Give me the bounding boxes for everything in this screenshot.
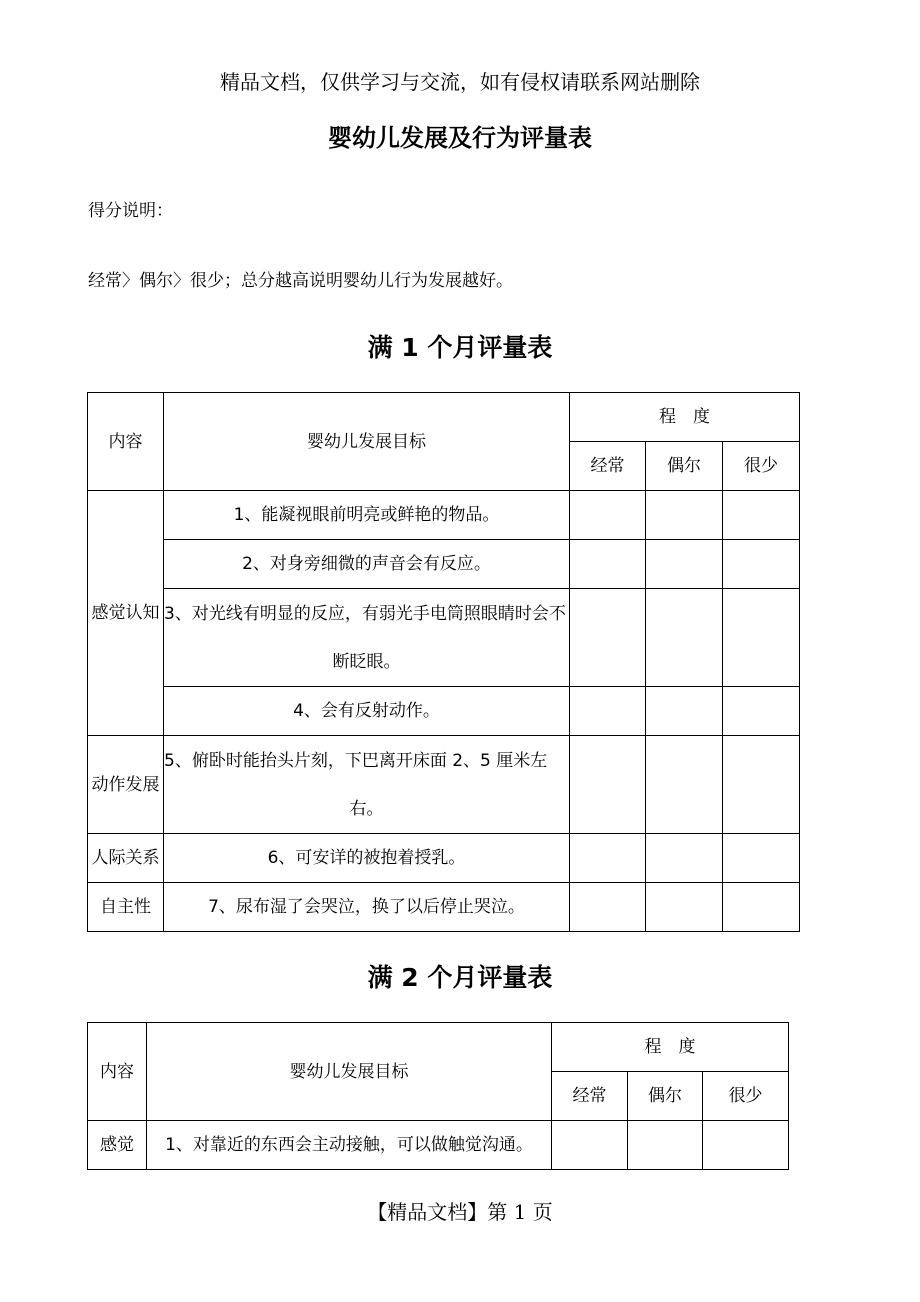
header-content: 内容 (88, 1023, 147, 1121)
header-sometimes: 偶尔 (628, 1072, 703, 1121)
score-cell-sometimes[interactable] (646, 540, 723, 589)
table-row (88, 589, 800, 687)
score-cell-sometimes[interactable] (646, 687, 723, 736)
score-cell-often[interactable] (570, 687, 646, 736)
goal-cell (164, 736, 570, 834)
goal-cell (164, 589, 570, 687)
score-cell-sometimes[interactable] (646, 491, 723, 540)
table-row (88, 687, 800, 736)
header-goal: 婴幼儿发展目标 (164, 393, 570, 491)
table-row (88, 540, 800, 589)
header-sometimes: 偶尔 (646, 442, 723, 491)
score-description: 经常〉偶尔〉很少；总分越高说明婴幼儿行为发展越好。 (88, 271, 513, 291)
table-row (88, 1121, 789, 1170)
score-cell-rarely[interactable] (723, 834, 800, 883)
score-cell-often[interactable] (570, 540, 646, 589)
goal-text: 3、对光线有明显的反应，有弱光手电筒照眼睛时会不断眨眼。 (164, 603, 566, 672)
header-goal: 婴幼儿发展目标 (147, 1023, 552, 1121)
header-rarely: 很少 (703, 1072, 789, 1121)
page-footer: 【精品文档】第 1 页 (367, 1200, 553, 1224)
header-rarely: 很少 (723, 442, 800, 491)
header-often: 经常 (552, 1072, 628, 1121)
score-cell-often[interactable] (570, 589, 646, 687)
score-cell-often[interactable] (570, 834, 646, 883)
header-degree: 程 度 (570, 393, 800, 442)
score-cell-often[interactable] (552, 1121, 628, 1170)
header-note: 精品文档，仅供学习与交流，如有侵权请联系网站删除 (220, 70, 700, 94)
goal-cell: 6、可安详的被抱着授乳。 (164, 834, 570, 883)
table-row (88, 491, 800, 540)
category-cell: 自主性 (88, 883, 164, 932)
score-cell-rarely[interactable] (723, 883, 800, 932)
score-cell-sometimes[interactable] (646, 736, 723, 834)
document-title: 婴幼儿发展及行为评量表 (328, 124, 592, 152)
score-cell-rarely[interactable] (723, 589, 800, 687)
score-cell-often[interactable] (570, 883, 646, 932)
score-cell-often[interactable] (570, 736, 646, 834)
score-cell-rarely[interactable] (703, 1121, 789, 1170)
score-label: 得分说明： (88, 201, 173, 221)
table-1-title: 满 1 个月评量表 (367, 333, 553, 362)
category-cell: 感觉认知 (88, 491, 164, 736)
goal-text: 5、俯卧时能抬头片刻，下巴离开床面 2、5 厘米左右。 (164, 750, 548, 819)
header-degree: 程 度 (552, 1023, 789, 1072)
category-cell: 动作发展 (88, 736, 164, 834)
score-cell-often[interactable] (570, 491, 646, 540)
score-cell-sometimes[interactable] (646, 834, 723, 883)
header-content: 内容 (88, 393, 164, 491)
goal-cell: 7、尿布湿了会哭泣，换了以后停止哭泣。 (164, 883, 570, 932)
category-cell: 感觉 (88, 1121, 147, 1170)
goal-cell: 1、能凝视眼前明亮或鲜艳的物品。 (164, 491, 570, 540)
goal-cell: 4、会有反射动作。 (164, 687, 570, 736)
header-often: 经常 (570, 442, 646, 491)
assessment-table-1 (87, 392, 800, 932)
table-row (88, 736, 800, 834)
score-cell-rarely[interactable] (723, 540, 800, 589)
goal-cell: 1、对靠近的东西会主动接触，可以做触觉沟通。 (147, 1121, 552, 1170)
table-row (88, 834, 800, 883)
score-cell-sometimes[interactable] (628, 1121, 703, 1170)
table-row (88, 883, 800, 932)
assessment-table-2 (87, 1022, 789, 1170)
score-cell-sometimes[interactable] (646, 883, 723, 932)
score-cell-sometimes[interactable] (646, 589, 723, 687)
table-2-title: 满 2 个月评量表 (367, 963, 553, 992)
score-cell-rarely[interactable] (723, 687, 800, 736)
goal-cell: 2、对身旁细微的声音会有反应。 (164, 540, 570, 589)
score-cell-rarely[interactable] (723, 736, 800, 834)
score-cell-rarely[interactable] (723, 491, 800, 540)
category-cell: 人际关系 (88, 834, 164, 883)
